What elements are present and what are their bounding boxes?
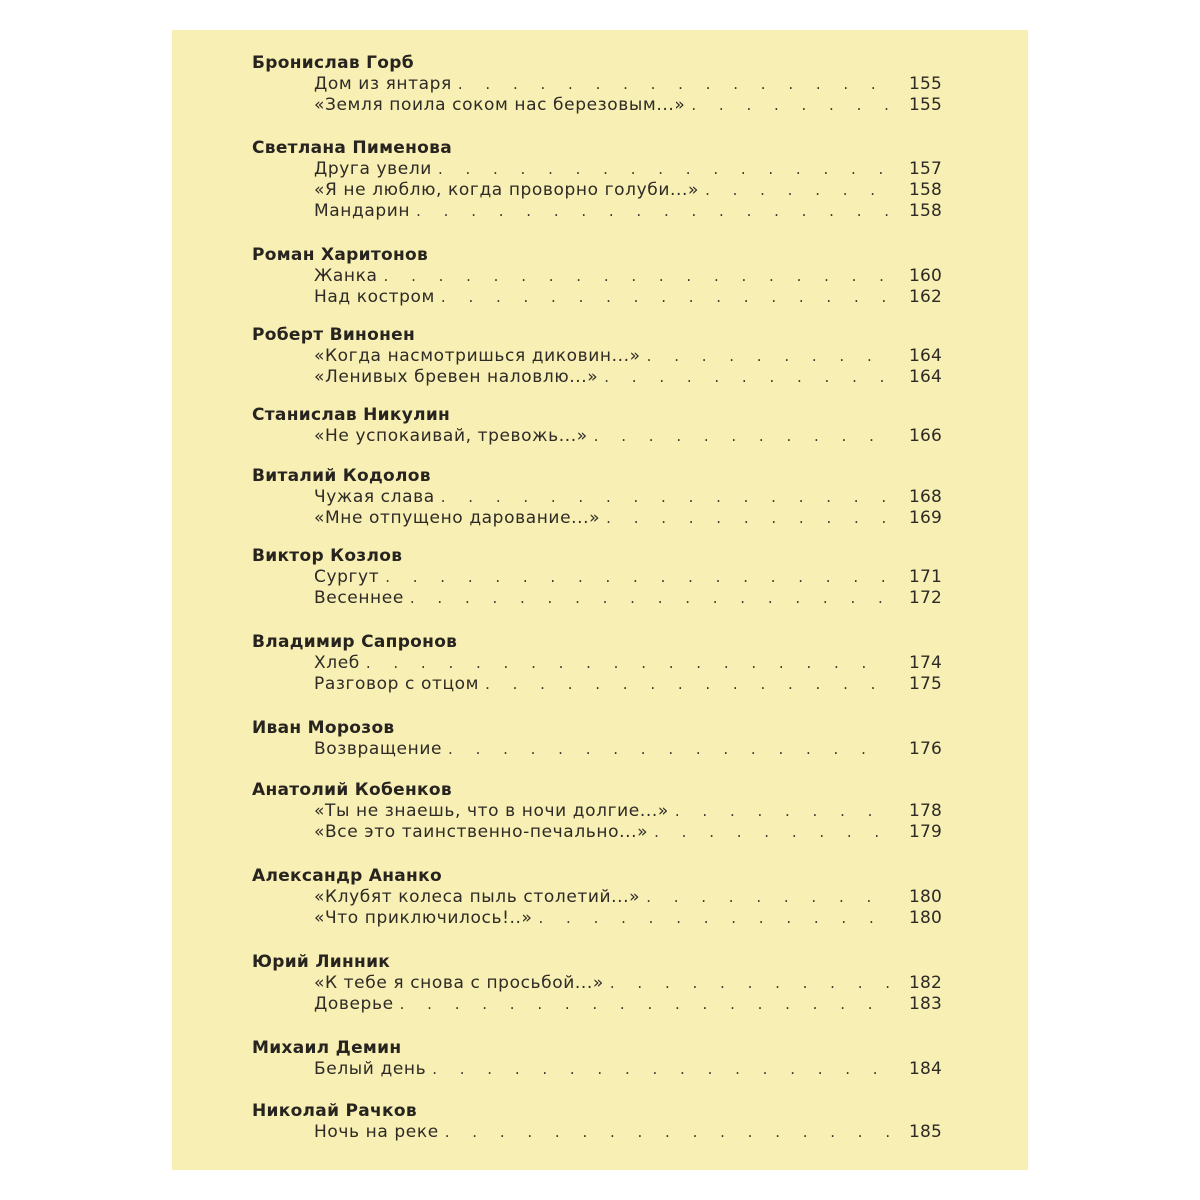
dot-leader [445,1122,890,1143]
page-number: 158 [908,180,942,200]
poem-title: Хлеб [314,653,360,673]
toc-entry [314,508,942,529]
toc-entry [314,346,942,367]
dot-leader [458,74,890,95]
toc-entry [314,653,942,674]
toc-entry [314,1059,942,1080]
page-number: 169 [908,508,942,528]
author-name: Виктор Козлов [252,546,403,566]
author-name: Николай Рачков [252,1101,417,1121]
page-number: 183 [908,994,942,1014]
toc-section [252,137,942,222]
dot-leader [610,973,890,994]
dot-leader [647,346,890,367]
page-number: 178 [908,801,942,821]
dot-leader [594,426,890,447]
toc-section [252,631,942,695]
author-name: Роман Харитонов [252,245,429,265]
dot-leader [410,588,890,609]
poem-title: «Ты не знаешь, что в ночи долгие...» [314,801,669,821]
toc-entry [314,266,942,287]
dot-leader [400,994,890,1015]
poem-title: Доверье [314,994,394,1014]
dot-leader [448,739,890,760]
page-number: 172 [908,588,942,608]
page-number: 160 [908,266,942,286]
page-number: 155 [908,74,942,94]
poem-title: Возвращение [314,739,443,759]
toc-entry [314,487,942,508]
toc-entry [314,908,942,929]
book-page [172,30,1028,1170]
page-number: 185 [908,1122,942,1142]
toc-entry [314,567,942,588]
page-number: 164 [908,346,942,366]
poem-title: Белый день [314,1059,427,1079]
poem-title: Сургут [314,567,380,587]
toc-entry [314,994,942,1015]
dot-leader [441,487,890,508]
toc-entry [314,822,942,843]
toc-section [252,324,942,388]
author-name: Александр Ананко [252,866,442,886]
toc-entry [314,287,942,308]
author-name: Иван Морозов [252,718,395,738]
page-number: 174 [908,653,942,673]
poem-title: Ночь на реке [314,1122,439,1142]
page-number: 171 [908,567,942,587]
toc-section [252,465,942,529]
toc-entry [314,367,942,388]
toc-section [252,1100,942,1143]
toc-entry [314,74,942,95]
dot-leader [485,674,890,695]
poem-title: «К тебе я снова с просьбой...» [314,973,604,993]
poem-title: «Не успокаивай, тревожь...» [314,426,588,446]
dot-leader [654,822,890,843]
author-name: Владимир Сапронов [252,632,458,652]
dot-leader [646,887,890,908]
page-number: 168 [908,487,942,507]
page-number: 180 [908,908,942,928]
toc-entry [314,887,942,908]
page-number: 157 [908,159,942,179]
poem-title: «Все это таинственно-печально...» [314,822,649,842]
page-number: 164 [908,367,942,387]
author-name: Михаил Демин [252,1038,402,1058]
toc-entry [314,95,942,116]
toc-section [252,52,942,116]
dot-leader [705,180,890,201]
toc-entry [314,180,942,201]
author-name: Бронислав Горб [252,53,414,73]
page-number: 179 [908,822,942,842]
dot-leader [691,95,890,116]
dot-leader [438,159,890,180]
page-number: 184 [908,1059,942,1079]
dot-leader [539,908,890,929]
poem-title: «Что приключилось!..» [314,908,533,928]
page-number: 166 [908,426,942,446]
toc-entry [314,801,942,822]
poem-title: Чужая слава [314,487,435,507]
poem-title: «Я не люблю, когда проворно голуби...» [314,180,700,200]
page-number: 155 [908,95,942,115]
dot-leader [416,201,890,222]
author-name: Станислав Никулин [252,405,451,425]
poem-title: Жанка [314,266,378,286]
dot-leader [441,287,890,308]
dot-leader [366,653,890,674]
toc-entry [314,588,942,609]
page-number: 175 [908,674,942,694]
poem-title: Мандарин [314,201,411,221]
table-of-contents [252,52,942,1143]
page-number: 180 [908,887,942,907]
dot-leader [604,367,890,388]
author-name: Юрий Линник [252,952,391,972]
toc-section [252,404,942,447]
dot-leader [675,801,890,822]
poem-title: Весеннее [314,588,404,608]
poem-title: Над костром [314,287,435,307]
author-name: Светлана Пименова [252,138,452,158]
dot-leader [385,567,890,588]
page-number: 182 [908,973,942,993]
toc-entry [314,1122,942,1143]
author-name: Анатолий Кобенков [252,780,452,800]
dot-leader [384,266,890,287]
poem-title: «Когда насмотришься диковин...» [314,346,641,366]
page-number: 158 [908,201,942,221]
author-name: Роберт Винонен [252,325,415,345]
toc-section [252,244,942,308]
toc-section [252,865,942,929]
toc-entry [314,674,942,695]
poem-title: «Клубят колеса пыль столетий...» [314,887,641,907]
dot-leader [432,1059,890,1080]
toc-entry [314,739,942,760]
toc-section [252,779,942,843]
poem-title: Друга увели [314,159,432,179]
toc-entry [314,159,942,180]
poem-title: «Земля поила соком нас березовым...» [314,95,686,115]
page-number: 176 [908,739,942,759]
poem-title: «Мне отпущено дарование...» [314,508,601,528]
poem-title: «Ленивых бревен наловлю...» [314,367,599,387]
dot-leader [606,508,890,529]
toc-section [252,951,942,1015]
toc-section [252,545,942,609]
toc-entry [314,201,942,222]
poem-title: Дом из янтаря [314,74,452,94]
author-name: Виталий Кодолов [252,466,431,486]
toc-section [252,717,942,760]
toc-entry [314,426,942,447]
toc-section [252,1037,942,1080]
page-number: 162 [908,287,942,307]
toc-entry [314,973,942,994]
poem-title: Разговор с отцом [314,674,480,694]
